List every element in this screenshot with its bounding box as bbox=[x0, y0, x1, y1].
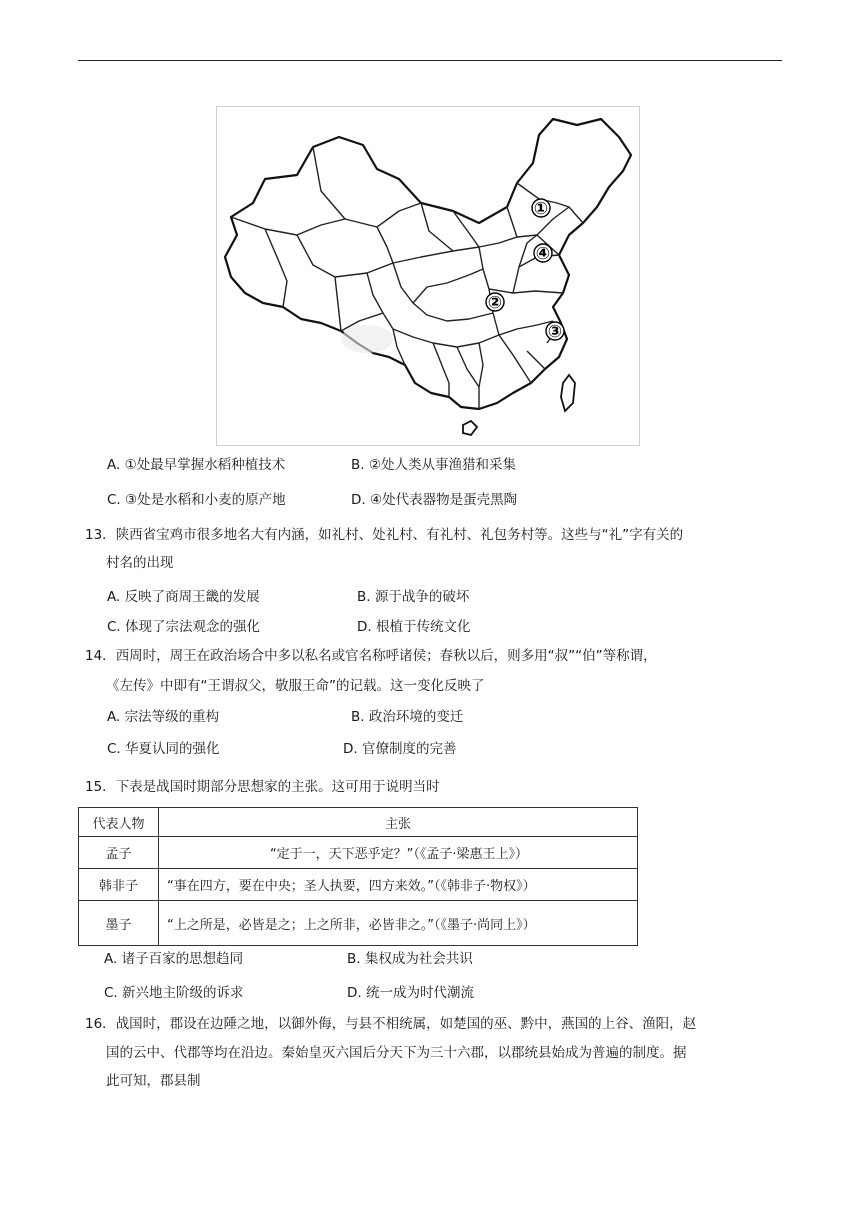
option-text: 政治环境的变迁 bbox=[368, 709, 464, 725]
option-letter: B. bbox=[357, 589, 371, 605]
q16-stem-line2: 国的云中、代郡等均在沿边。秦始皇灭六国后分天下为三十六郡，以郡统县始成为普遍的制度。据 bbox=[106, 1045, 687, 1061]
question-number: 13． bbox=[85, 527, 116, 543]
q15-option-d[interactable] bbox=[347, 983, 474, 1003]
table-cell-claim: “事在四方，要在中央；圣人执要，四方来效。”（《韩非子·物权》） bbox=[159, 869, 638, 901]
option-text: 集权成为社会共识 bbox=[364, 951, 473, 967]
option-letter: C. bbox=[107, 619, 121, 635]
table-row bbox=[79, 837, 638, 869]
option-text: ④处代表器物是蛋壳黑陶 bbox=[369, 492, 518, 508]
question-text: 下表是战国时期部分思想家的主张。这可用于说明当时 bbox=[115, 779, 440, 795]
table-cell-claim: “定于一，天下恶乎定？”（《孟子·梁惠王上》） bbox=[159, 837, 638, 869]
q14-stem-line2: 《左传》中即有“王谓叔父，敬服王命”的记载。这一变化反映了 bbox=[106, 678, 485, 694]
q14-option-c[interactable] bbox=[107, 739, 220, 759]
q15-option-c[interactable] bbox=[104, 983, 244, 1003]
option-text: 华夏认同的强化 bbox=[125, 741, 220, 757]
q15-stem bbox=[85, 777, 440, 797]
question-number: 16． bbox=[85, 1016, 116, 1032]
option-letter: D. bbox=[347, 985, 362, 1001]
option-letter: B. bbox=[351, 457, 365, 473]
q13-stem-line1 bbox=[85, 525, 683, 545]
table-row bbox=[79, 901, 638, 946]
option-letter: C. bbox=[104, 985, 118, 1001]
q13-stem-line2: 村名的出现 bbox=[106, 555, 174, 571]
q13-option-c[interactable] bbox=[107, 617, 260, 637]
question-text: 西周时，周王在政治场合中多以私名或官名称呼诸侯；春秋以后，则多用“叔”“伯”等称谓， bbox=[115, 648, 657, 664]
marker-1: ① bbox=[533, 199, 549, 219]
marker-3: ③ bbox=[547, 322, 563, 342]
option-text: ①处最早掌握水稻种植技术 bbox=[124, 457, 286, 473]
table-row bbox=[79, 869, 638, 901]
option-letter: C. bbox=[107, 492, 121, 508]
map-outline bbox=[225, 119, 631, 409]
option-text: 体现了宗法观念的强化 bbox=[125, 619, 261, 635]
q12-option-d[interactable] bbox=[351, 490, 517, 510]
thinkers-table bbox=[78, 807, 638, 946]
option-text: 源于战争的破坏 bbox=[374, 589, 470, 605]
marker-2: ② bbox=[487, 293, 503, 313]
q13-option-a[interactable] bbox=[107, 587, 260, 607]
table-cell-claim: “上之所是，必皆是之；上之所非，必皆非之。”（《墨子·尚同上》） bbox=[159, 901, 638, 946]
q12-option-c[interactable] bbox=[107, 490, 286, 510]
question-number: 14． bbox=[85, 648, 116, 664]
option-letter: D. bbox=[343, 741, 358, 757]
option-text: ③处是水稻和小麦的原产地 bbox=[125, 492, 286, 508]
q15-option-a[interactable] bbox=[104, 949, 243, 969]
table-header-claim: 主张 bbox=[159, 808, 638, 837]
option-text: 诸子百家的思想趋同 bbox=[121, 951, 244, 967]
question-text: 陕西省宝鸡市很多地名大有内涵，如礼村、处礼村、有礼村、礼包务村等。这些与“礼”字有关的 bbox=[115, 527, 684, 543]
option-text: 新兴地主阶级的诉求 bbox=[122, 985, 244, 1001]
option-letter: B. bbox=[351, 709, 365, 725]
option-letter: D. bbox=[351, 492, 366, 508]
option-letter: B. bbox=[347, 951, 361, 967]
hainan-island bbox=[463, 421, 477, 435]
option-letter: A. bbox=[107, 589, 121, 605]
table-header-person: 代表人物 bbox=[79, 808, 159, 837]
option-letter: C. bbox=[107, 741, 121, 757]
q12-option-b[interactable] bbox=[351, 455, 516, 475]
marker-4: ④ bbox=[535, 244, 551, 264]
q13-option-d[interactable] bbox=[357, 617, 470, 637]
q14-option-a[interactable] bbox=[107, 707, 219, 727]
q14-option-b[interactable] bbox=[351, 707, 463, 727]
china-map-figure bbox=[216, 106, 640, 446]
option-text: 反映了商周王畿的发展 bbox=[124, 589, 260, 605]
q16-stem-line1 bbox=[85, 1014, 696, 1034]
option-text: ②处人类从事渔猎和采集 bbox=[368, 457, 516, 473]
table-header-row bbox=[79, 808, 638, 837]
option-letter: A. bbox=[104, 951, 118, 967]
option-letter: A. bbox=[107, 457, 121, 473]
table-cell-person: 孟子 bbox=[79, 837, 159, 869]
q15-option-b[interactable] bbox=[347, 949, 473, 969]
option-text: 官僚制度的完善 bbox=[361, 741, 457, 757]
q13-option-b[interactable] bbox=[357, 587, 469, 607]
q14-stem-line1 bbox=[85, 646, 657, 666]
taiwan-island bbox=[561, 375, 575, 411]
q16-stem-line3: 此可知，郡县制 bbox=[106, 1073, 201, 1089]
table-cell-person: 墨子 bbox=[79, 901, 159, 946]
option-text: 统一成为时代潮流 bbox=[365, 985, 474, 1001]
q14-option-d[interactable] bbox=[343, 739, 456, 759]
table-cell-person: 韩非子 bbox=[79, 869, 159, 901]
question-text: 战国时，郡设在边陲之地，以御外侮，与县不相统属，如楚国的巫、黔中，燕国的上谷、渔阳，赵 bbox=[115, 1016, 697, 1032]
option-letter: A. bbox=[107, 709, 121, 725]
china-map-svg bbox=[217, 107, 639, 445]
q12-option-a[interactable] bbox=[107, 455, 285, 475]
option-letter: D. bbox=[357, 619, 372, 635]
option-text: 宗法等级的重构 bbox=[124, 709, 220, 725]
header-rule bbox=[78, 60, 782, 61]
option-text: 根植于传统文化 bbox=[375, 619, 471, 635]
question-number: 15． bbox=[85, 779, 116, 795]
